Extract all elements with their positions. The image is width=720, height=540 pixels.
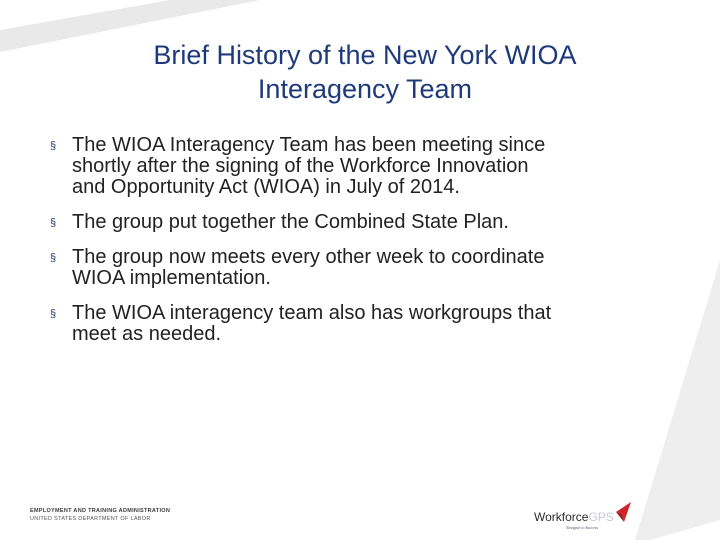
bullet-list [50, 135, 680, 359]
logo-brand [534, 510, 614, 524]
logo-tagline: Navigate to Success [566, 525, 598, 530]
title-line-2: Interagency Team [257, 74, 473, 104]
bullet-marker: § [50, 217, 57, 229]
bullet-marker: § [50, 140, 57, 152]
bullet-item [50, 135, 680, 198]
bullet-line: WIOA implementation. [72, 267, 271, 289]
eta-dol-logo [30, 508, 170, 522]
bullet-line: shortly after the signing of the Workforce Innovation [72, 155, 529, 177]
dol-label: UNITED STATES DEPARTMENT OF LABOR [30, 516, 151, 522]
logo-brand-text: Workforce [534, 510, 589, 524]
map-pin-arrow-icon [614, 500, 632, 524]
bullet-item [50, 212, 680, 233]
bullet-item [50, 247, 680, 289]
workforcegps-logo [534, 500, 644, 534]
bullet-marker: § [50, 308, 57, 320]
bullet-line: The group now meets every other week to coordinate [72, 246, 545, 268]
slide-title [60, 38, 670, 106]
bullet-line: meet as needed. [72, 323, 221, 345]
bullet-line: The group put together the Combined State Plan. [72, 211, 509, 233]
bullet-item [50, 303, 680, 345]
bullet-line: and Opportunity Act (WIOA) in July of 2014. [72, 176, 460, 198]
title-line-1: Brief History of the New York WIOA [153, 40, 577, 70]
bullet-line: The WIOA interagency team also has workgroups that [72, 302, 552, 324]
bullet-line: The WIOA Interagency Team has been meeting since [72, 134, 546, 156]
bullet-marker: § [50, 252, 57, 264]
eta-label: EMPLOYMENT AND TRAINING ADMINISTRATION [30, 508, 171, 514]
logo-brand-suffix: GPS [588, 510, 614, 524]
